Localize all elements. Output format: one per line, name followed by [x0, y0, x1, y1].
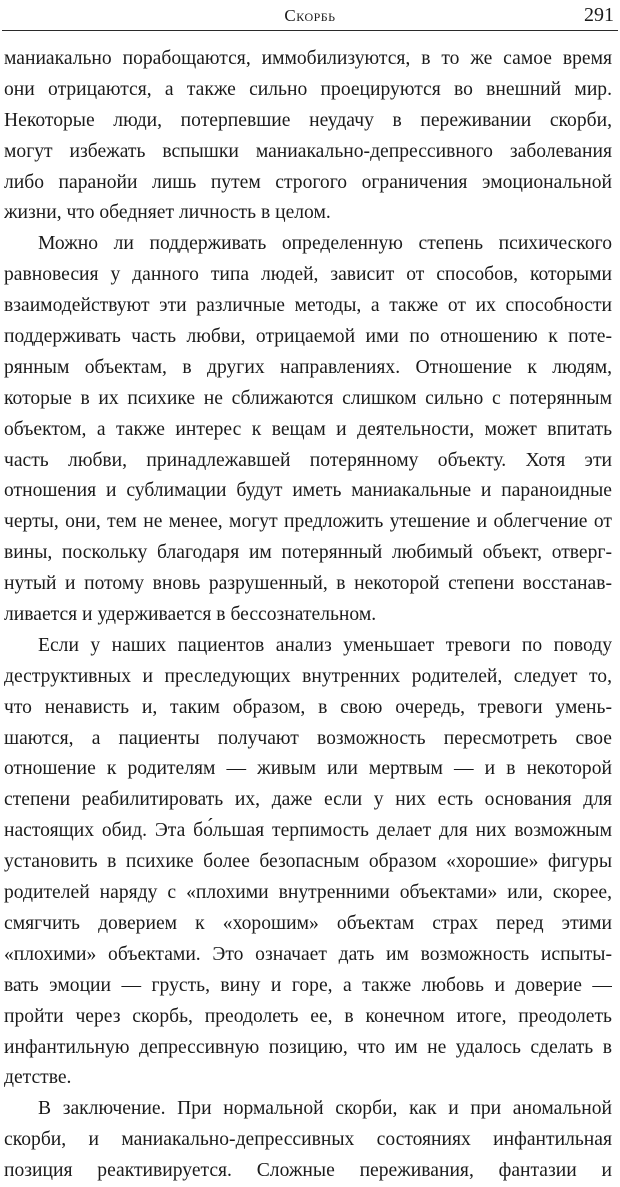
text-line: поддерживать часть любви, отрицаемой ими по отношению к поте- [4, 326, 612, 348]
text-line: они отрицаются, а также сильно проецируются во внешний мир. [4, 78, 612, 100]
header-rule [2, 30, 618, 31]
text-line: детстве. [4, 1067, 72, 1089]
text-line: что ненависть и, таким образом, в свою очередь, тревоги умень- [4, 696, 612, 718]
text-line: деструктивных и преследующих внутренних родителей, следует то, [4, 665, 612, 687]
text-line: вать эмоции — грусть, вину и горе, а также любовь и доверие — [4, 974, 612, 996]
text-line: Некоторые люди, потерпевшие неудачу в переживании скорби, [4, 109, 612, 131]
text-line: взаимодействуют эти различные методы, а также от их способности [4, 295, 612, 317]
text-line: объектом, а также интерес к вещам и деятельности, может впитать [4, 418, 612, 440]
text-line: нутый и потому вновь разрушенный, в некоторой степени восстанав- [4, 573, 612, 595]
text-line: скорби, и маниакально-депрессивных состояниях инфантильная [4, 1129, 612, 1151]
text-line: рянным объектам, в других направлениях. Отношение к людям, [4, 356, 612, 378]
text-line: настоящих обид. Эта бо́льшая терпимость делает для них возможным [4, 820, 612, 842]
text-line: позиция реактивируется. Сложные переживания, фантазии и [4, 1160, 612, 1182]
running-title: Скорбь [284, 6, 336, 25]
text-line: жизни, что обедняет личность в целом. [4, 202, 331, 224]
body-text [4, 44, 612, 1187]
text-line: В заключение. При нормальной скорби, как и при аномальной [38, 1098, 612, 1120]
text-line: отношение к родителям — живым или мертвым — и в некоторой [4, 758, 612, 780]
text-line: степени реабилитировать их, даже если у них есть основания для [4, 789, 612, 811]
text-line: Можно ли поддерживать определенную степень психического [38, 233, 612, 255]
text-line: могут избежать вспышки маниакально-депрессивного заболевания [4, 140, 612, 162]
text-line: черты, они, тем не менее, могут предложить утешение и облегчение от [4, 511, 612, 533]
running-head [0, 0, 620, 40]
text-line: родителей наряду с «плохими внутренними объектами» или, скорее, [4, 882, 612, 904]
text-line: инфантильную депрессивную позицию, что им не удалось сделать в [4, 1036, 612, 1058]
text-line: маниакально порабощаются, иммобилизуются, в то же самое время [4, 48, 612, 69]
text-line: равновесия у данного типа людей, зависит от способов, которыми [4, 264, 612, 286]
page-number: 291 [584, 4, 614, 26]
text-line: либо паранойи лишь путем строгого ограничения эмоциональной [4, 171, 612, 193]
text-line: «плохими» объектами. Это означает дать им возможность испыты- [4, 943, 612, 965]
text-line: смягчить доверием к «хорошим» объектам страх перед этими [4, 912, 612, 934]
text-line: которые в их психике не сближаются слишком сильно с потерянным [4, 387, 612, 409]
text-line: пройти через скорбь, преодолеть ее, в конечном итоге, преодолеть [4, 1005, 612, 1027]
text-line: установить в психике более безопасным образом «хорошие» фигуры [4, 851, 612, 873]
text-line: шаются, а пациенты получают возможность пересмотреть свое [4, 727, 612, 749]
text-line: вины, поскольку благодаря им потерянный любимый объект, отверг- [4, 542, 612, 564]
text-line: отношения и сублимации будут иметь маниакальные и параноидные [4, 480, 612, 502]
text-line: Если у наших пациентов анализ уменьшает тревоги по поводу [38, 634, 612, 656]
text-line: ливается и удерживается в бессознательном. [4, 604, 377, 626]
text-line: часть любви, принадлежавшей потерянному объекту. Хотя эти [4, 449, 612, 471]
